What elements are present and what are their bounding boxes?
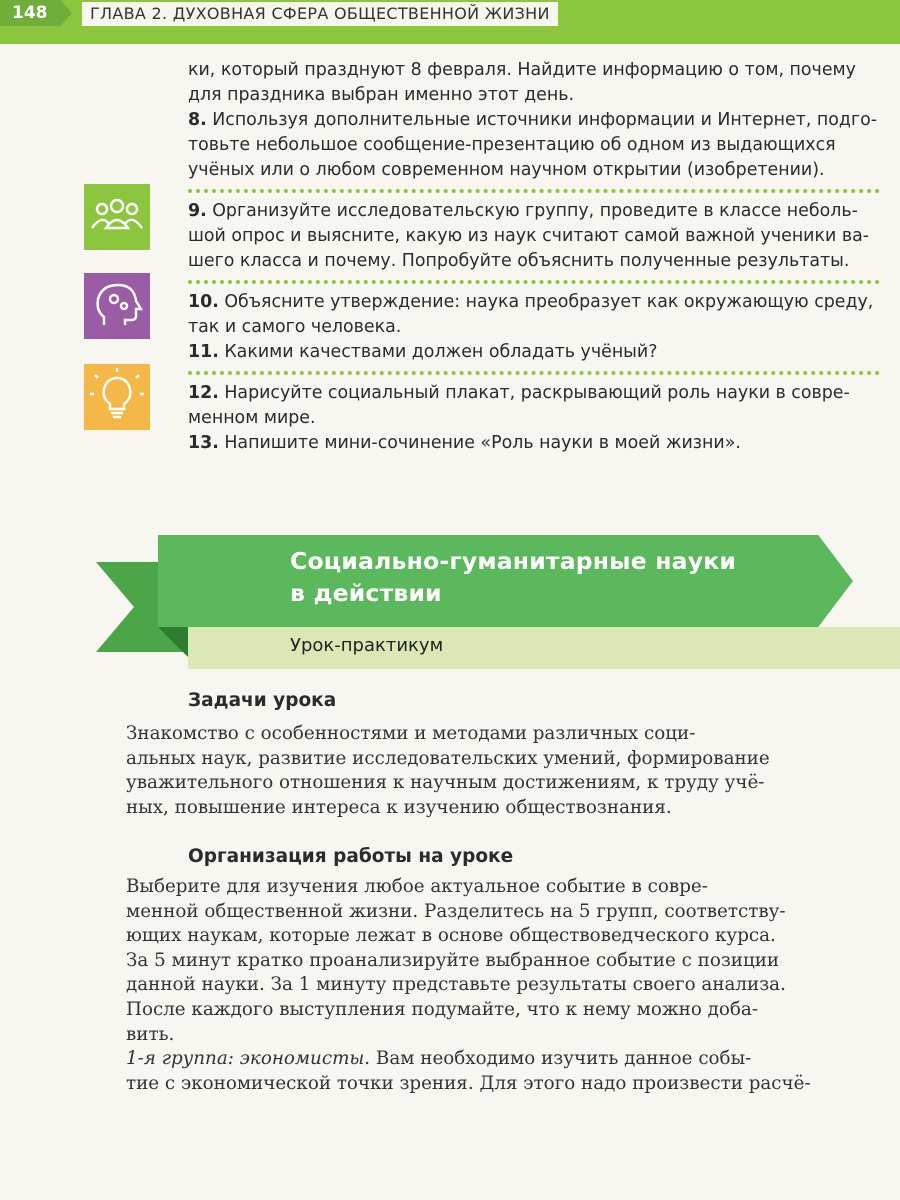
task-text: Какими качествами должен обладать учёный? bbox=[218, 342, 658, 362]
paragraph-line: альных наук, развитие исследовательских умений, формирование bbox=[126, 747, 770, 769]
paragraph-line: тие с экономической точки зрения. Для этого надо произвести расчё- bbox=[126, 1072, 811, 1094]
task-text: Организуйте исследовательскую группу, проведите в классе неболь- bbox=[206, 201, 858, 221]
group-1-line bbox=[126, 1047, 876, 1072]
dotted-divider bbox=[188, 189, 880, 193]
group-of-people-icon bbox=[84, 184, 150, 250]
paragraph-line: За 5 минут кратко проанализируйте выбранное событие с позиции bbox=[126, 949, 780, 971]
paragraph-line: ных, повышение интереса к изучению обществознания. bbox=[126, 796, 672, 818]
task-9 bbox=[188, 199, 880, 224]
paragraph-line: ющих наукам, которые лежат в основе обществоведческого курса. bbox=[126, 925, 776, 947]
task-number: 9. bbox=[188, 201, 207, 221]
task-10 bbox=[188, 290, 880, 315]
task-line: ки, который празднуют 8 февраля. Найдите информацию о том, почему bbox=[188, 60, 856, 80]
paragraph-line: данной науки. За 1 минуту представьте результаты своего анализа. bbox=[126, 974, 786, 996]
task-line: шего класса и почему. Попробуйте объяснить полученные результаты. bbox=[188, 251, 850, 271]
goals-heading: Задачи урока bbox=[188, 690, 337, 711]
task-text: Напишите мини-сочинение «Роль науки в моей жизни». bbox=[218, 433, 741, 453]
task-line: товьте небольшое сообщение-презентацию об одном из выдающихся bbox=[188, 135, 836, 155]
task-text: Используя дополнительные источники информации и Интернет, подго- bbox=[206, 110, 878, 130]
paragraph-line: После каждого выступления подумайте, что к нему можно доба- bbox=[126, 998, 759, 1020]
section-title-line: в действии bbox=[290, 579, 442, 607]
task-text: Нарисуйте социальный плакат, раскрывающий роль науки в совре- bbox=[218, 383, 850, 403]
goals-paragraph bbox=[126, 722, 876, 820]
paragraph-line: уважительного отношения к научным достижениям, к труду учё- bbox=[126, 772, 765, 794]
dotted-divider bbox=[188, 371, 880, 375]
paragraph-line: Выберите для изучения любое актуальное событие в совре- bbox=[126, 876, 708, 897]
task-line: менном мире. bbox=[188, 408, 316, 428]
task-11 bbox=[188, 340, 880, 365]
running-title: ГЛАВА 2. ДУХОВНАЯ СФЕРА ОБЩЕСТВЕННОЙ ЖИЗНИ bbox=[82, 2, 558, 26]
task-list bbox=[188, 58, 880, 456]
section-subtitle: Урок-практикум bbox=[290, 635, 444, 656]
paragraph-line: вить. bbox=[126, 1023, 175, 1045]
organization-paragraph bbox=[126, 875, 876, 1096]
section-title bbox=[290, 545, 736, 609]
group-text: Вам необходимо изучить данное собы- bbox=[370, 1048, 752, 1070]
organization-heading: Организация работы на уроке bbox=[188, 846, 514, 867]
task-8 bbox=[188, 108, 880, 133]
task-number: 12. bbox=[188, 383, 219, 403]
task-line: так и самого человека. bbox=[188, 317, 402, 337]
task-number: 8. bbox=[188, 110, 207, 130]
task-number: 11. bbox=[188, 342, 219, 362]
task-12 bbox=[188, 381, 880, 406]
dotted-divider bbox=[188, 280, 880, 284]
paragraph-line: менной общественной жизни. Разделитесь на 5 групп, соответству- bbox=[126, 900, 786, 922]
task-line: учёных или о любом современном научном открытии (изобретении). bbox=[188, 160, 825, 180]
task-number: 10. bbox=[188, 292, 219, 312]
head-with-gears-icon bbox=[84, 273, 150, 339]
page-number: 148 bbox=[12, 3, 48, 23]
lightbulb-icon bbox=[84, 364, 150, 430]
task-line: для праздника выбран именно этот день. bbox=[188, 85, 574, 105]
group-label: 1-я группа: экономисты. bbox=[126, 1048, 371, 1070]
task-number: 13. bbox=[188, 433, 219, 453]
task-text: Объясните утверждение: наука преобразует как окружающую среду, bbox=[218, 292, 874, 312]
paragraph-line: Знакомство с особенностями и методами различных соци- bbox=[126, 723, 696, 744]
section-title-line: Социально-гуманитарные науки bbox=[290, 547, 737, 575]
task-line: шой опрос и выясните, какую из наук считают самой важной ученики ва- bbox=[188, 226, 870, 246]
task-13 bbox=[188, 431, 880, 456]
